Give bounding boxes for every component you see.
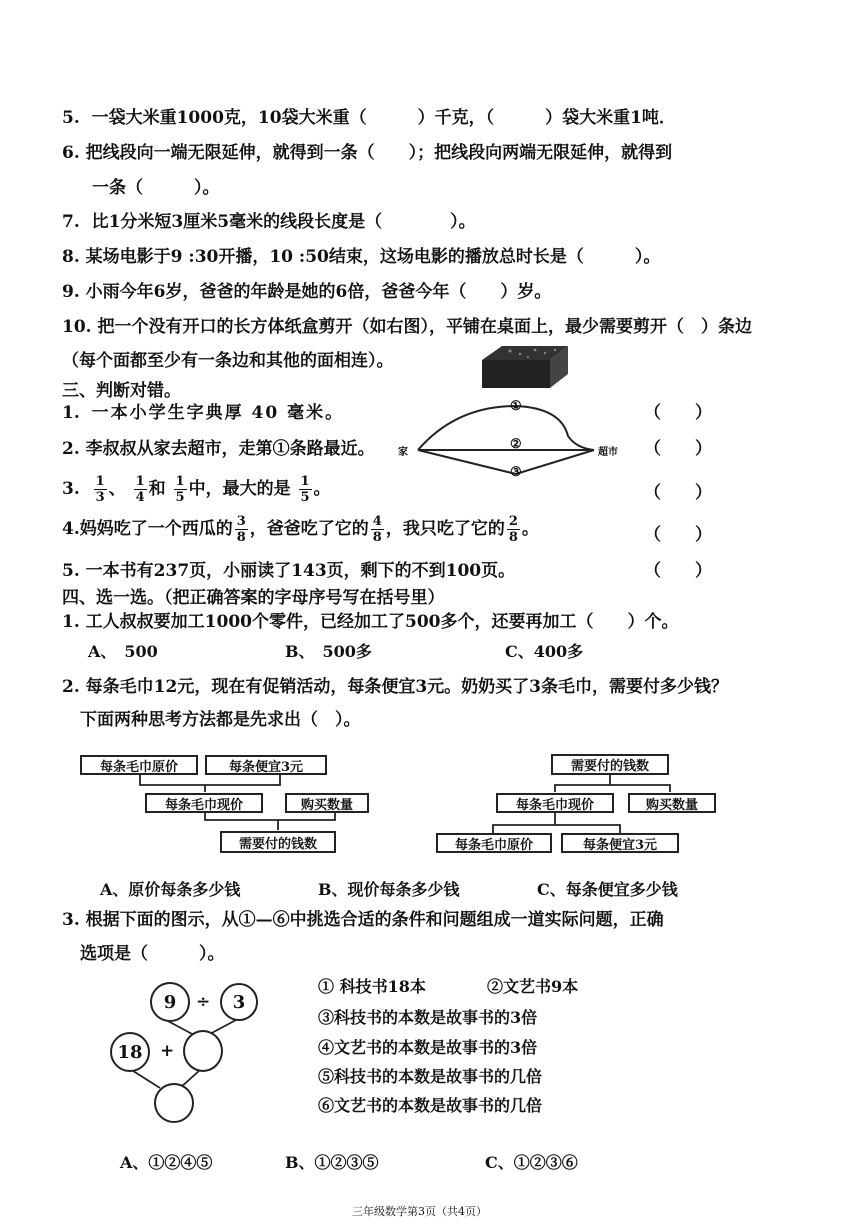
question-6-line2: 一条（ ）。 <box>92 178 220 198</box>
judge-item-2: 2. 李叔叔从家去超市，走第①条路最近。 <box>62 439 375 459</box>
question-text: 比1分米短3厘米5毫米的线段长度是（ ）。 <box>91 212 476 232</box>
option-a[interactable]: A、①②④⑤ <box>120 1153 213 1172</box>
question-text: 一袋大米重1000克，10袋大米重（ ）千克，（ ）袋大米重1吨． <box>91 108 676 128</box>
tree-node-quantity: 购买数量 <box>628 793 716 813</box>
circle-three: 3 <box>220 983 258 1021</box>
page-footer: 三年级数学第3页（共4页） <box>352 1205 487 1218</box>
tree-node-current-price: 每条毛巾现价 <box>145 793 263 813</box>
answer-bracket[interactable]: （ ） <box>644 439 712 459</box>
question-number: 8. <box>62 247 80 267</box>
route-1-label: ① <box>510 399 522 414</box>
choice-question-1: 1. 工人叔叔要加工1000个零件，已经加工了500多个，还要再加工（ ）个。 <box>62 612 679 632</box>
route-3-label: ③ <box>510 465 522 480</box>
supermarket-label: 超市 <box>598 447 618 458</box>
question-number: 5. <box>62 108 80 128</box>
judge-item-4: 4. 妈妈吃了一个西瓜的 $\frac{3}{8}$ ，爸爸吃了它的 $\frac{4}{8}$ ，我只吃了它的 $\frac{2}{8}$ 。 <box>62 514 539 545</box>
tree-node-total-cost: 需要付的钱数 <box>551 754 669 775</box>
question-text: 小雨今年6岁，爸爸的年龄是她的6倍，爸爸今年（ ）岁。 <box>85 282 552 302</box>
route-2-label: ② <box>510 437 522 452</box>
answer-bracket[interactable]: （ ） <box>644 483 712 503</box>
option-b[interactable]: B、①②③⑤ <box>285 1153 379 1172</box>
fraction: $\frac{1}{3}$ <box>95 474 105 505</box>
divide-sign: ÷ <box>196 992 211 1012</box>
tree-node-discount: 每条便宜3元 <box>205 755 327 775</box>
question-number: 10. <box>62 317 92 337</box>
home-label: 家 <box>398 447 408 458</box>
question-text: 把线段向一端无限延伸，就得到一条（ ）；把线段向两端无限延伸，就得到 <box>85 143 673 163</box>
question-number: 7. <box>62 212 80 232</box>
tree-node-original-price: 每条毛巾原价 <box>436 833 552 853</box>
section-3-title: 三、判断对错。 <box>62 381 181 401</box>
question-text: 某场电影于9 :30开播，10 :50结束，这场电影的播放总时长是（ ）。 <box>85 247 661 267</box>
choice-question-3-line2: 选项是（ ）。 <box>80 944 225 964</box>
condition-2: ②文艺书9本 <box>487 977 579 996</box>
tree-node-original-price: 每条毛巾原价 <box>80 755 198 775</box>
plus-sign: + <box>160 1041 175 1061</box>
judge-item-5: 5. 一本书有237页，小丽读了143页，剩下的不到100页。 <box>62 561 516 581</box>
condition-1: ① 科技书18本 <box>318 977 426 996</box>
condition-5: ⑤科技书的本数是故事书的几倍 <box>318 1067 543 1086</box>
tree-node-discount: 每条便宜3元 <box>561 833 679 853</box>
question-text: 把一个没有开口的长方体纸盒剪开（如右图），平铺在桌面上，最少需要剪开（ ）条边 <box>97 317 752 337</box>
choice-question-2-line2: 下面两种思考方法都是先求出（ ）。 <box>80 710 361 730</box>
option-a[interactable]: A、原价每条多少钱 <box>100 880 241 899</box>
choice-question-2: 2. 每条毛巾12元，现在有促销活动，每条便宜3元。奶奶买了3条毛巾，需要付多少钱？ <box>62 677 728 697</box>
option-a[interactable]: A、 500 <box>88 642 158 661</box>
judge-item-3: 3. $\frac{1}{3}$ 、 $\frac{1}{4}$ 和 $\frac{1}{5}$ 中，最大的是 $\frac{1}{5}$ 。 <box>62 474 331 505</box>
condition-3: ③科技书的本数是故事书的3倍 <box>318 1008 538 1027</box>
circle-blank <box>183 1030 223 1072</box>
question-number: 6. <box>62 143 80 163</box>
circle-eighteen: 18 <box>110 1032 150 1072</box>
answer-bracket[interactable]: （ ） <box>644 561 712 581</box>
fraction: $\frac{4}{8}$ <box>372 514 382 545</box>
tree-node-current-price: 每条毛巾现价 <box>496 793 614 813</box>
tree-node-quantity: 购买数量 <box>285 793 369 813</box>
option-b[interactable]: B、现价每条多少钱 <box>318 880 460 899</box>
option-b[interactable]: B、 500多 <box>285 642 372 661</box>
circle-blank <box>154 1083 194 1123</box>
answer-bracket[interactable]: （ ） <box>644 525 712 545</box>
condition-4: ④文艺书的本数是故事书的3倍 <box>318 1038 538 1057</box>
question-number: 9. <box>62 282 80 302</box>
question-10-line2: （每个面都至少有一条边和其他的面相连）。 <box>62 351 394 371</box>
fraction: $\frac{3}{8}$ <box>236 514 246 545</box>
choice-question-3: 3. 根据下面的图示，从①—⑥中挑选合适的条件和问题组成一道实际问题，正确 <box>62 910 664 930</box>
fraction: $\frac{2}{8}$ <box>508 514 518 545</box>
fraction: $\frac{1}{5}$ <box>300 474 310 505</box>
fraction: $\frac{1}{4}$ <box>135 474 145 505</box>
condition-6: ⑥文艺书的本数是故事书的几倍 <box>318 1096 543 1115</box>
circle-nine: 9 <box>150 982 190 1022</box>
option-c[interactable]: C、每条便宜多少钱 <box>537 880 678 899</box>
section-4-title: 四、选一选。（把正确答案的字母序号写在括号里） <box>62 588 445 608</box>
fraction: $\frac{1}{5}$ <box>175 474 185 505</box>
tree-node-total-cost: 需要付的钱数 <box>220 831 336 853</box>
judge-item-1: 1. 一本小学生字典厚 40 毫米。 <box>62 403 345 423</box>
answer-bracket[interactable]: （ ） <box>644 403 712 423</box>
option-c[interactable]: C、①②③⑥ <box>485 1153 578 1172</box>
option-c[interactable]: C、400多 <box>505 642 584 661</box>
